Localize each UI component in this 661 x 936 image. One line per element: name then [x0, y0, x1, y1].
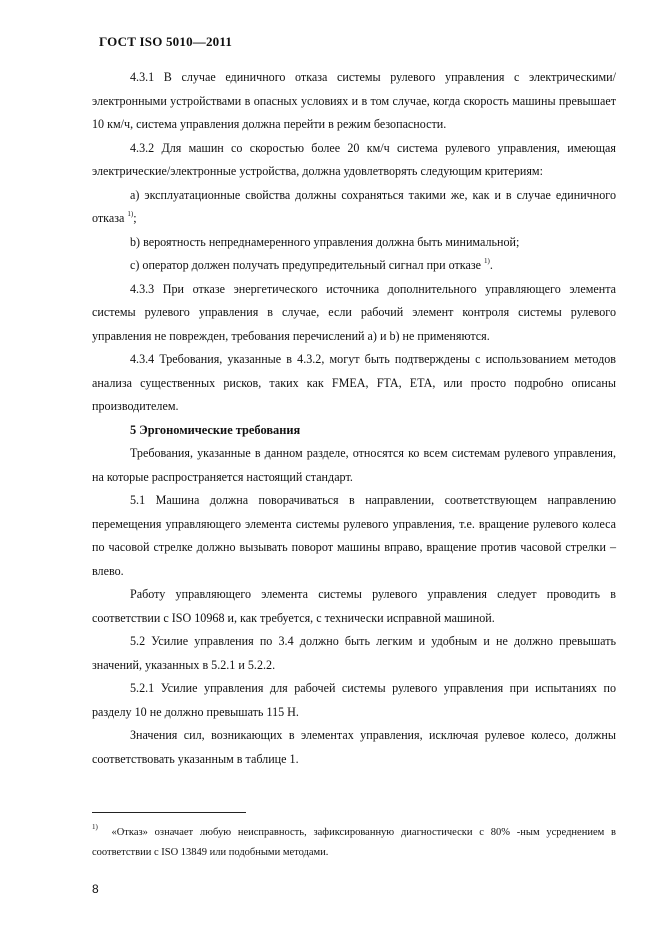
footnote-marker: 1)	[92, 823, 98, 831]
paragraph-5-2-1: 5.2.1 Усилие управления для рабочей системы рулевого управления при испытаниях по разделу 10 не должно превышать 115 Н.	[92, 681, 616, 719]
list-item-a	[92, 184, 616, 231]
paragraph-4-3-1: 4.3.1 В случае единичного отказа системы рулевого управления с электрическими/электронными устройствами в опасных условиях и в том случае, когда скорость машины превышает 10 км/ч, система управления должна перейти в режим безопасности.	[92, 70, 616, 131]
section-5-title: 5 Эргономические требования	[130, 422, 301, 437]
footnote-separator	[92, 812, 246, 813]
paragraph-4-3-3: 4.3.3 При отказе энергетического источника дополнительного управляющего элемента системы рулевого управления в случае, если рабочий элемент контроля системы рулевого управления не поврежден, требования перечислений а) и b) не применяются.	[92, 281, 616, 343]
document-body	[92, 66, 616, 771]
footnote-text: «Отказ» означает любую неисправность, зафиксированную диагностически с 80% -ным усреднением в соответствии с ISO 13849 или подобными методами.	[92, 827, 617, 858]
list-item-c	[92, 254, 616, 278]
footnote	[92, 823, 616, 862]
footnote-reference: 1)	[484, 257, 490, 265]
footnote-entry	[92, 823, 616, 862]
footnote-reference: 1)	[127, 210, 134, 218]
paragraph-5-1: 5.1 Машина должна поворачиваться в направлении, соответствующем направлению перемещения управляющего элемента системы рулевого управления, т.е. вращение рулевого колеса по часовой стрелке должно вызывать поворот машины вправо, вращение против часовой стрелки – влево.	[92, 493, 616, 578]
list-item-c-end: .	[489, 258, 493, 272]
paragraph-5-1-continued: Работу управляющего элемента системы рулевого управления следует проводить в соответствии с ISO 10968 и, как требуется, с технически исправной машиной.	[92, 587, 616, 625]
list-item-a-text: а) эксплуатационные свойства должны сохраняться такими же, как и в случае единичного отказа	[92, 187, 616, 225]
paragraph-5-2: 5.2 Усилие управления по 3.4 должно быть легким и удобным и не должно превышать значений, указанных в 5.2.1 и 5.2.2.	[92, 634, 616, 672]
list-item-a-end: ;	[133, 211, 137, 225]
list-item-c-text: с) оператор должен получать предупредительный сигнал при отказе	[130, 258, 481, 272]
paragraph-4-3-2: 4.3.2 Для машин со скоростью более 20 км/ч система рулевого управления, имеющая электрические/электронные устройства, должна удовлетворять следующим критериям:	[92, 140, 616, 178]
page-number: 8	[92, 882, 99, 896]
document-header: ГОСТ ISO 5010—2011	[99, 34, 233, 49]
section-5-intro: Требования, указанные в данном разделе, относятся ко всем системам рулевого управления, на которые распространяется настоящий стандарт.	[92, 446, 616, 484]
list-item-b: b) вероятность непреднамеренного управления должна быть минимальной;	[130, 234, 520, 249]
paragraph-4-3-4: 4.3.4 Требования, указанные в 4.3.2, могут быть подтверждены с использованием методов анализа существенных рисков, таких как FMEA, FTA, ETA, или просто подробно описаны производителем.	[92, 352, 616, 413]
paragraph-5-2-1-continued: Значения сил, возникающих в элементах управления, исключая рулевое колесо, должны соответствовать указанным в таблице 1.	[92, 728, 616, 766]
